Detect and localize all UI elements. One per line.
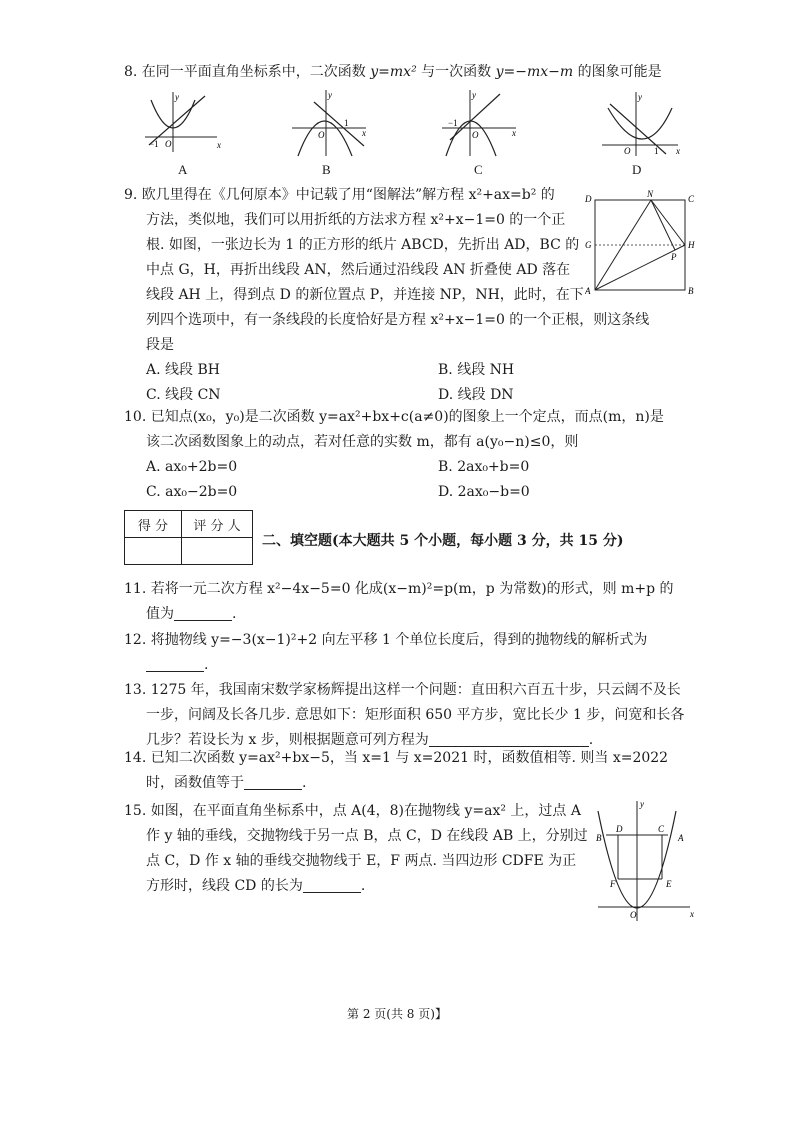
svg-text:y: y [175, 92, 179, 102]
q9-fig-label-n: N [647, 190, 654, 199]
q15-fig-label-y: y [640, 799, 644, 809]
q11-line-1: 11. 若将一元二次方程 x²−4x−5=0 化成(x−m)²=p(m，p 为常数)的形式，则 m+p 的 [124, 581, 674, 597]
q10-option-b: B. 2ax₀+b=0 [438, 459, 530, 475]
svg-text:O: O [165, 139, 172, 149]
q9-line-2: 方法，类似地，我们可以用折纸的方法求方程 x²+x−1=0 的一个正 [146, 212, 566, 228]
q12-answer-blank[interactable] [146, 655, 204, 672]
q9-option-c: C. 线段 CN [146, 387, 221, 403]
q15-line-1: 15. 如图，在平面直角坐标系中，点 A(4，8)在抛物线 y=ax² 上，过点 A [124, 803, 581, 819]
svg-text:1: 1 [344, 118, 349, 128]
q15-line-4-pre: 方形时，线段 CD 的长为 [146, 878, 303, 894]
q15-answer-blank[interactable] [303, 876, 361, 893]
q9-option-d: D. 线段 DN [438, 387, 514, 403]
q15-fig-label-x: x [690, 909, 694, 919]
question-13 [124, 678, 684, 753]
q10-line-2: 该二次函数图象上的动点，若对任意的实数 m，都有 a(y₀−n)≤0，则 [146, 434, 579, 450]
question-8 [124, 60, 662, 85]
grader-cell[interactable] [182, 538, 253, 565]
q9-square-figure [585, 190, 697, 296]
q13-line-2: 一步，问阔及长各几步. 意思如下：矩形面积 650 平方步，宽比长少 1 步，问宽和长各 [146, 707, 685, 723]
q13-line-1: 13. 1275 年，我国南宋数学家杨辉提出这样一个问题：直田积六百五十步，只云阔不及长 [124, 682, 681, 698]
svg-text:x: x [362, 128, 366, 138]
svg-text:y: y [638, 92, 642, 102]
section-2-heading: 二、填空题(本大题共 5 个小题，每小题 3 分，共 15 分) [262, 533, 624, 549]
q9-line-6: 列四个选项中，有一条线段的长度恰好是方程 x²+x−1=0 的一个正根，则这条线 [146, 312, 650, 328]
q14-line-2-post: . [302, 775, 307, 791]
q8-text-pre: 8. 在同一平面直角坐标系中，二次函数 [124, 64, 371, 80]
score-cell[interactable] [125, 538, 182, 565]
q8-formula-linear: y=−mx−m [495, 64, 574, 80]
q14-line-1: 14. 已知二次函数 y=ax²+bx−5，当 x=1 与 x=2021 时，函数值相等. 则当 x=2022 [124, 750, 669, 766]
q15-fig-label-c: C [658, 824, 665, 834]
q10-option-d: D. 2ax₀−b=0 [438, 484, 530, 500]
q9-line-4: 中点 G，H，再折出线段 AN，然后通过沿线段 AN 折叠使 AD 落在 [146, 262, 571, 278]
question-12 [124, 628, 647, 678]
q9-fig-label-p: P [671, 252, 677, 262]
q8-label-a: A [178, 162, 188, 177]
q8-text-mid: 与一次函数 [416, 64, 496, 80]
q12-line-2-post: . [204, 657, 209, 673]
q9-line-5: 线段 AH 上，得到点 D 的新位置点 P，并连接 NP，NH，此时，在下 [146, 287, 584, 303]
q9-line-3: 根. 如图，一张边长为 1 的正方形的纸片 ABCD，先折出 AD，BC 的 [146, 237, 580, 253]
q11-line-2-post: . [232, 606, 237, 622]
question-11 [124, 577, 674, 627]
q10-option-c: C. ax₀−2b=0 [146, 484, 238, 500]
question-15 [124, 799, 588, 899]
q15-fig-label-b: B [596, 833, 602, 843]
q13-line-3-pre: 几步？若设长为 x 步，则根据题意可列方程为 [146, 732, 429, 748]
q12-line-1: 12. 将抛物线 y=−3(x−1)²+2 向左平移 1 个单位长度后，得到的抛物线的解析式为 [124, 632, 648, 648]
q9-fig-label-a: A [585, 286, 591, 296]
q15-line-4-post: . [360, 878, 366, 894]
q15-parabola-figure [592, 797, 702, 925]
svg-text:y: y [472, 90, 476, 100]
page-footer: 第 2 页(共 8 页)】 [347, 1007, 447, 1021]
svg-text:x: x [512, 128, 516, 138]
grader-header: 评 分 人 [182, 511, 253, 538]
svg-text:−1: −1 [448, 118, 458, 128]
q11-line-2-pre: 值为 [146, 606, 174, 622]
q8-label-d: D [632, 162, 642, 177]
q14-line-2-pre: 时，函数值等于 [146, 775, 244, 791]
question-10 [124, 405, 664, 505]
svg-text:−1: −1 [149, 139, 159, 149]
question-14 [124, 746, 668, 796]
q8-graph-c [440, 88, 520, 158]
q15-line-2: 作 y 轴的垂线，交抛物线于另一点 B，点 C，D 在线段 AB 上，分别过 [146, 828, 588, 844]
q9-fig-label-b: B [688, 286, 694, 296]
svg-text:1: 1 [654, 146, 659, 156]
q8-graph-a [143, 90, 223, 155]
q11-answer-blank[interactable] [174, 604, 232, 621]
q15-fig-label-o: O [630, 910, 637, 920]
q8-formula-quadratic: y=mx² [370, 64, 417, 80]
q15-fig-label-d: D [616, 824, 623, 834]
score-table [124, 510, 253, 565]
svg-text:O: O [624, 146, 631, 156]
q9-line-7: 段是 [146, 337, 174, 353]
q10-line-1: 10. 已知点(x₀，y₀)是二次函数 y=ax²+bx+c(a≠0)的图象上一个定点，而点(m，n)是 [124, 409, 664, 425]
q9-fig-label-d: D [585, 194, 592, 204]
q15-fig-label-f: F [610, 879, 616, 889]
q9-option-a: A. 线段 BH [146, 362, 220, 378]
q15-fig-label-e: E [666, 879, 672, 889]
q8-text-post: 的图象可能是 [573, 64, 662, 80]
q8-graph-b [290, 88, 370, 158]
q13-answer-blank[interactable] [429, 730, 589, 747]
q9-option-b: B. 线段 NH [438, 362, 515, 378]
question-9 [124, 183, 649, 408]
q9-fig-label-c: C [688, 194, 695, 204]
q13-line-3-post: . [588, 732, 594, 748]
q9-fig-label-h: H [688, 240, 695, 250]
q14-answer-blank[interactable] [244, 773, 302, 790]
svg-text:y: y [328, 90, 332, 100]
q15-fig-label-a: A [678, 833, 684, 843]
q8-label-b: B [322, 162, 331, 177]
svg-text:x: x [676, 146, 680, 156]
q15-line-3: 点 C，D 作 x 轴的垂线交抛物线于 E，F 两点. 当四边形 CDFE 为正 [146, 853, 577, 869]
svg-text:O: O [318, 130, 325, 140]
q9-fig-label-g: G [585, 240, 592, 250]
score-header: 得 分 [125, 511, 182, 538]
q8-graph-d [600, 90, 682, 158]
svg-text:O: O [472, 130, 479, 140]
q8-label-c: C [474, 162, 483, 177]
svg-text:x: x [217, 140, 221, 150]
q9-line-1: 9. 欧几里得在《几何原本》中记载了用“图解法”解方程 x²+ax=b² 的 [124, 187, 555, 203]
q10-option-a: A. ax₀+2b=0 [146, 459, 238, 475]
